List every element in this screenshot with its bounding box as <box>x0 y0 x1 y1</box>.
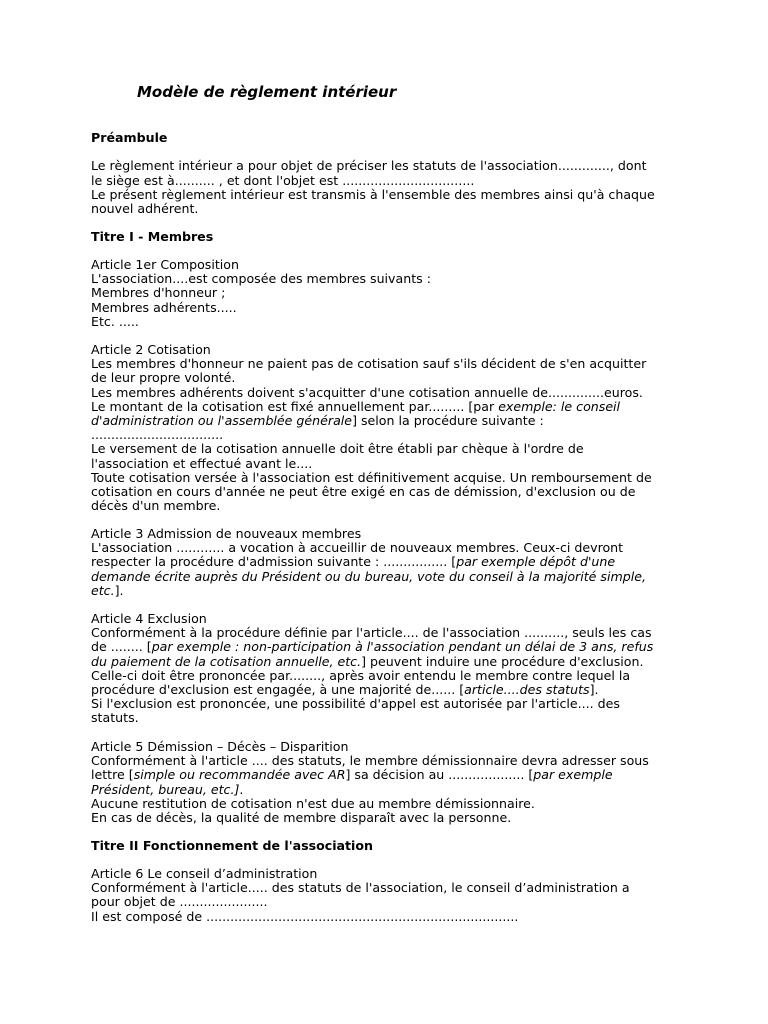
italic-run: article....des statuts <box>464 682 590 698</box>
article-2-line: cotisation en cours d'année ne peut être exigé en cas de démission, d'exclusion ou de <box>91 484 636 500</box>
italic-run: du paiement de la cotisation annuelle, etc. <box>91 653 362 669</box>
article-3-line <box>91 555 711 569</box>
italic-run: simple ou recommandée avec AR <box>133 767 346 783</box>
text-run: respecter la procédure d'admission suivante : ................ [ <box>91 554 457 570</box>
article-1-line: Membres d'honneur ; <box>91 285 226 301</box>
titre-1-heading: Titre I - Membres <box>91 229 214 244</box>
italic-run: Président, bureau, etc.] <box>91 781 240 797</box>
article-4-line: Celle-ci doit être prononcée par........, après avoir entendu le membre contre lequel la <box>91 667 631 683</box>
text-run: ]. <box>589 682 599 698</box>
article-1-line: Etc. ..... <box>91 313 139 329</box>
text-run: ] sa décision au ................... [ <box>345 767 534 783</box>
titre-2-heading: Titre II Fonctionnement de l'association <box>91 838 373 853</box>
italic-run: par exemple <box>533 767 613 783</box>
text-run: de ........ [ <box>91 639 152 655</box>
article-4 <box>91 612 711 726</box>
article-2 <box>91 343 711 513</box>
article-2-line: Toute cotisation versée à l'association est définitivement acquise. Un remboursement de <box>91 469 652 485</box>
article-2-line: Les membres d'honneur ne paient pas de cotisation sauf s'ils décident de s'en acquitter <box>91 356 647 372</box>
article-4-line: Si l'exclusion est prononcée, une possibilité d'appel est autorisée par l'article.... des <box>91 696 620 712</box>
article-3-line: L'association ............ a vocation à accueillir de nouveaux membres. Ceux-ci devront <box>91 540 624 556</box>
article-6-line: pour objet de ...................... <box>91 894 268 910</box>
article-4-line: Conformément à la procédure définie par l'article.... de l'association .........., seuls les cas <box>91 625 652 641</box>
titre-2 <box>91 839 711 853</box>
article-5-line <box>91 783 711 797</box>
article-1-heading: Article 1er Composition <box>91 257 239 272</box>
article-3-line <box>91 584 711 598</box>
article-2-heading: Article 2 Cotisation <box>91 342 211 357</box>
text-run: . <box>239 781 244 797</box>
article-2-line <box>91 400 711 414</box>
text-run: lettre [ <box>91 767 134 783</box>
spacer <box>91 145 711 159</box>
article-4-line <box>91 655 711 669</box>
article-2-line: décès d'un membre. <box>91 498 221 514</box>
article-4-line <box>91 683 711 697</box>
preambule-line: Le présent règlement intérieur est transmis à l'ensemble des membres ainsi qu'à chaque <box>91 186 655 202</box>
italic-run: d'administration ou l'assemblée générale <box>91 413 353 429</box>
article-4-heading: Article 4 Exclusion <box>91 611 207 626</box>
text-run: procédure d'exclusion est engagée, à une majorité de...... [ <box>91 682 465 698</box>
article-3 <box>91 527 711 598</box>
preambule-line: Le règlement intérieur a pour objet de préciser les statuts de l'association............., dont <box>91 158 647 174</box>
article-4-line <box>91 640 711 654</box>
article-2-line: Les membres adhérents doivent s'acquitter d'une cotisation annuelle de..............euros. <box>91 384 643 400</box>
text-run: ] selon la procédure suivante : <box>352 413 544 429</box>
titre-1 <box>91 230 711 244</box>
italic-run: demande écrite auprès du Président ou du bureau, vote du conseil à la majorité simple, <box>91 568 646 584</box>
article-5 <box>91 740 711 825</box>
text-run: Le montant de la cotisation est fixé annuellement par......... [par <box>91 398 499 414</box>
article-5-line: Conformément à l'article .... des statuts, le membre démissionnaire devra adresser sous <box>91 753 649 769</box>
article-2-line: Le versement de la cotisation annuelle doit être établi par chèque à l'ordre de <box>91 441 584 457</box>
article-5-line: En cas de décès, la qualité de membre disparaît avec la personne. <box>91 810 512 826</box>
text-run: ] peuvent induire une procédure d'exclusion. <box>361 653 644 669</box>
italic-run: par exemple : non-participation à l'association pendant un délai de 3 ans, refus <box>151 639 654 655</box>
article-2-line: de leur propre volonté. <box>91 370 236 386</box>
article-1-line: Membres adhérents..... <box>91 299 237 315</box>
article-2-line: ................................. <box>91 427 224 443</box>
italic-run: par exemple dépôt d'une <box>456 554 616 570</box>
italic-run: exemple: le conseil <box>498 398 621 414</box>
preambule-heading: Préambule <box>91 130 168 145</box>
article-4-line: statuts. <box>91 710 139 726</box>
document-title: Modèle de règlement intérieur <box>137 83 397 101</box>
article-1 <box>91 258 711 329</box>
article-3-heading: Article 3 Admission de nouveaux membres <box>91 526 362 541</box>
article-5-heading: Article 5 Démission – Décès – Disparition <box>91 739 349 754</box>
article-6 <box>91 867 711 924</box>
article-2-line: l'association et effectué avant le.... <box>91 455 313 471</box>
article-6-line: Conformément à l'article..... des statuts de l'association, le conseil d’administration a <box>91 880 630 896</box>
preambule-line: nouvel adhérent. <box>91 201 199 216</box>
article-6-heading: Article 6 Le conseil d’administration <box>91 866 318 881</box>
article-2-line <box>91 414 711 428</box>
article-1-line: L'association....est composée des membres suivants : <box>91 271 431 287</box>
article-3-line <box>91 570 711 584</box>
text-run: ]. <box>114 582 124 598</box>
article-5-line: Aucune restitution de cotisation n'est due au membre démissionnaire. <box>91 795 535 811</box>
italic-run: etc. <box>91 582 115 598</box>
article-5-line <box>91 768 711 782</box>
preambule-section <box>91 131 711 216</box>
article-6-line: Il est composé de .............................................................................. <box>91 908 519 924</box>
preambule-line: le siège est à.......... , et dont l'objet est ................................. <box>91 172 475 188</box>
